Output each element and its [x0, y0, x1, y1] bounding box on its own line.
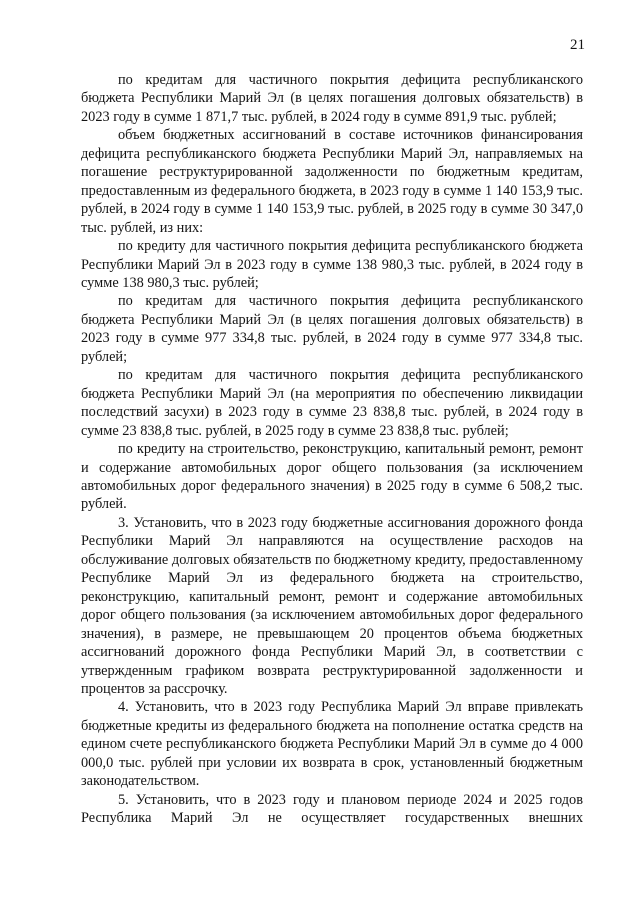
paragraph-credit-roads: по кредиту на строительство, реконструкцию, капитальный ремонт, ремонт и содержание автомобильных дорог общего пользования (за исключением автомобильных дорог федерального значения) в 2025 году в сумме 6 508,2 тыс. рублей. — [81, 441, 583, 513]
paragraph-clause-3: 3. Установить, что в 2023 году бюджетные ассигнования дорожного фонда Республики Марий Эл направляются на осуществление расходов на обслуживание долговых обязательств по бюджетному кредиту, предоставленному Республике Марий Эл из федерального бюджета на строительство, реконструкцию, капитальный ремонт, ремонт и содержание автомобильных дорог общего пользования (за исключением автомобильных дорог федерального значения), в размере, не превышающем 20 процентов объема бюджетных ассигнований дорожного фонда Республики Марий Эл, в соответствии с утвержденным графиком возврата реструктурированной задолженности и процентов за рассрочку. — [81, 514, 583, 697]
document-body — [81, 71, 583, 828]
page-number: 21 — [570, 37, 585, 53]
paragraph-restructured-debt-repayment: объем бюджетных ассигнований в составе источников финансирования дефицита республиканского бюджета Республики Марий Эл, направляемых на погашение реструктурированной задолженности по бюджетным кредитам, предоставленным из федерального бюджета, в 2023 году в сумме 1 140 153,9 тыс. рублей, в 2024 году в сумме 1 140 153,9 тыс. рублей, в 2025 году в сумме 30 347,0 тыс. рублей, из них: — [81, 127, 583, 236]
paragraph-clause-4: 4. Установить, что в 2023 году Республика Марий Эл вправе привлекать бюджетные кредиты из федерального бюджета на пополнение остатка средств на едином счете республиканского бюджета Республики Марий Эл в сумме до 4 000 000,0 тыс. рублей при условии их возврата в срок, установленный бюджетным законодательством. — [81, 699, 583, 790]
paragraph-credit-drought: по кредитам для частичного покрытия дефицита республиканского бюджета Республики Марий Эл (на мероприятия по обеспечению ликвидации последствий засухи) в 2023 году в сумме 23 838,8 тыс. рублей, в 2024 году в сумме 23 838,8 тыс. рублей, в 2025 году в сумме 23 838,8 тыс. рублей; — [81, 367, 583, 439]
paragraph-credit-deficit-single: по кредиту для частичного покрытия дефицита республиканского бюджета Республики Марий Эл в 2023 году в сумме 138 980,3 тыс. рублей, в 2024 году в сумме 138 980,3 тыс. рублей; — [81, 238, 583, 291]
paragraph-credit-deficit-obligations: по кредитам для частичного покрытия дефицита республиканского бюджета Республики Марий Эл (в целях погашения долговых обязательств) в 2023 году в сумме 977 334,8 тыс. рублей, в 2024 году в сумме 977 334,8 тыс. рублей; — [81, 293, 583, 365]
paragraph-clause-5: 5. Установить, что в 2023 году и плановом периоде 2024 и 2025 годов Республика Марий Эл не осуществляет государственных внешних — [81, 791, 583, 827]
paragraph-credit-deficit-debt: по кредитам для частичного покрытия дефицита республиканского бюджета Республики Марий Эл (в целях погашения долговых обязательств) в 2023 году в сумме 1 871,7 тыс. рублей, в 2024 году в сумме 891,9 тыс. рублей; — [81, 72, 583, 125]
